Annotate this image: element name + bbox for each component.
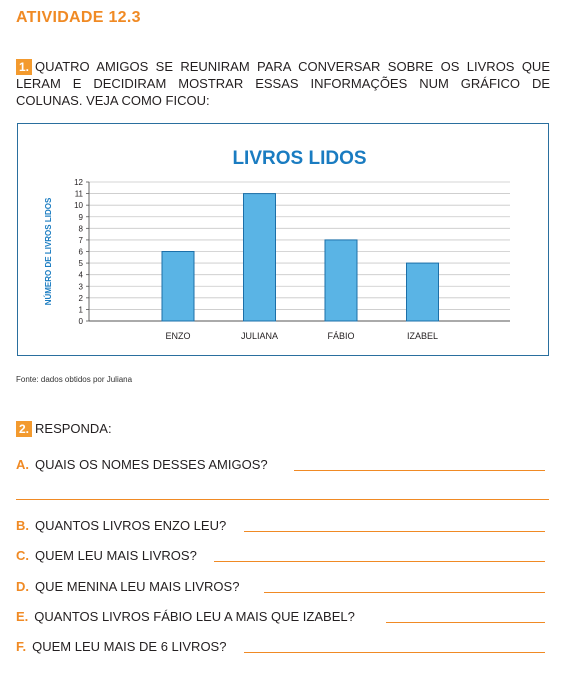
question-2-label: RESPONDA: [35, 421, 112, 436]
y-tick-label: 9 [78, 212, 83, 222]
chart-frame [17, 123, 549, 356]
question-b [16, 518, 226, 536]
y-tick-label: 5 [78, 259, 83, 269]
y-tick-label: 7 [78, 235, 83, 245]
y-tick-label: 8 [78, 224, 83, 234]
answer-line-b[interactable] [244, 531, 545, 532]
question-e [16, 609, 355, 627]
answer-line-c[interactable] [214, 561, 545, 562]
chart-title: LIVROS LIDOS [232, 148, 367, 169]
x-tick-label: ENZO [165, 331, 191, 341]
question-text: QUEM LEU MAIS DE 6 LIVROS? [32, 639, 227, 654]
bar-fábio [325, 240, 357, 321]
answer-line-d[interactable] [264, 592, 545, 593]
question-d [16, 579, 239, 597]
question-text: QUANTOS LIVROS ENZO LEU? [35, 518, 227, 533]
question-text: QUAIS OS NOMES DESSES AMIGOS? [35, 457, 268, 472]
chart-source: Fonte: dados obtidos por Juliana [16, 375, 133, 384]
question-text: QUANTOS LIVROS FÁBIO LEU A MAIS QUE IZABEL? [34, 609, 355, 624]
answer-line-f[interactable] [244, 652, 545, 653]
answer-line-a-2[interactable] [16, 499, 549, 500]
question-letter: A. [16, 457, 29, 472]
question-c [16, 548, 197, 566]
answer-line-e[interactable] [386, 622, 545, 623]
y-tick-label: 10 [74, 201, 83, 211]
y-tick-label: 0 [78, 317, 83, 326]
bar-juliana [244, 194, 276, 321]
question-f [16, 639, 226, 657]
bar-izabel [407, 263, 439, 321]
y-tick-label: 3 [78, 282, 83, 292]
bar-chart [18, 124, 547, 354]
question-letter: D. [16, 579, 29, 594]
question-text: QUEM LEU MAIS LIVROS? [35, 548, 197, 563]
x-tick-label: IZABEL [406, 331, 439, 341]
question-letter: F. [16, 639, 27, 654]
y-tick-label: 4 [78, 270, 83, 280]
x-tick-label: JULIANA [240, 331, 279, 341]
y-tick-label: 6 [78, 247, 83, 257]
question-letter: B. [16, 518, 29, 533]
question-number-badge: 2. [16, 421, 32, 437]
y-axis-label: NÚMERO DE LIVROS LIDOS [44, 197, 53, 306]
question-letter: C. [16, 548, 29, 563]
question-number-badge: 1. [16, 59, 32, 75]
y-tick-label: 11 [74, 189, 83, 199]
question-text: QUE MENINA LEU MAIS LIVROS? [35, 579, 240, 594]
y-tick-label: 12 [74, 178, 83, 187]
y-tick-label: 1 [78, 305, 83, 315]
question-1-text: QUATRO AMIGOS SE REUNIRAM PARA CONVERSAR SOBRE OS LIVROS QUE LERAM E DECIDIRAM MOSTRAR ESSAS INFORMAÇÕES NUM GRÁFICO DE COLUNAS. VEJA COMO FICOU: [16, 59, 550, 108]
question-1 [16, 58, 550, 109]
answer-line-a[interactable] [294, 470, 545, 471]
y-tick-label: 2 [78, 293, 83, 303]
x-tick-label: FÁBIO [327, 331, 355, 341]
bar-enzo [162, 252, 194, 322]
question-a [16, 457, 268, 475]
question-2-heading [16, 421, 112, 437]
question-letter: E. [16, 609, 29, 624]
activity-title: ATIVIDADE 12.3 [16, 9, 141, 26]
